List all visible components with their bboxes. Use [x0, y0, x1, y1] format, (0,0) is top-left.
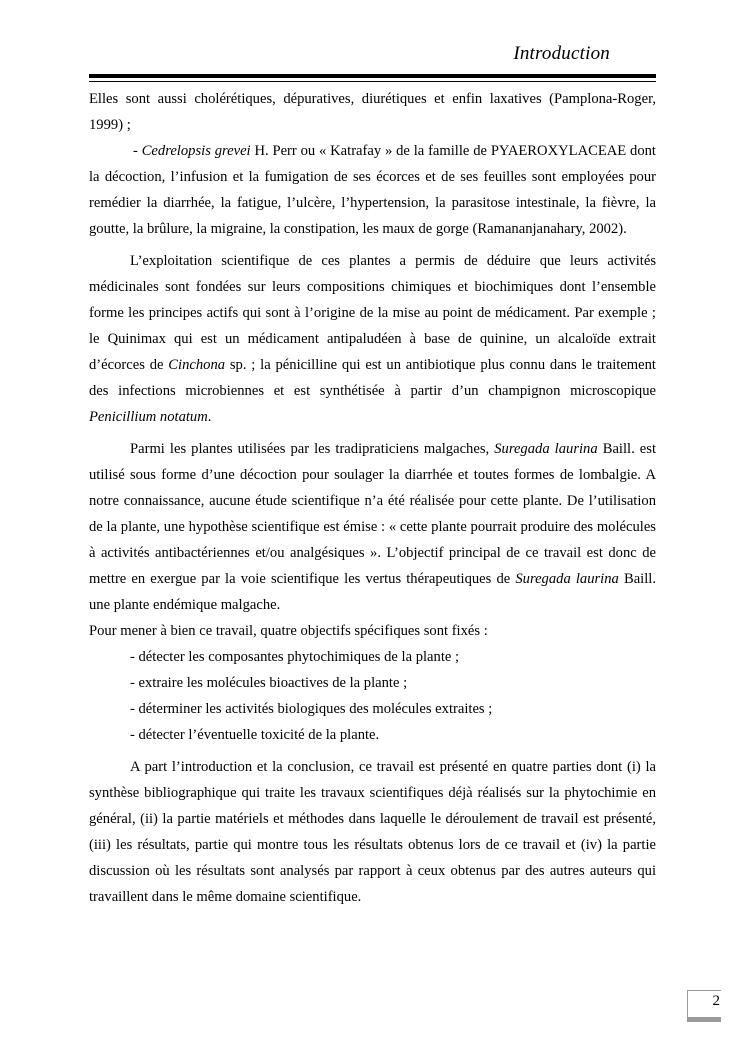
paragraph-suregada [89, 436, 656, 618]
paragraph-text: Baill. une plante endémique malgache. [89, 571, 656, 613]
page-number: 2 [712, 993, 720, 1009]
objective-item: - extraire les molécules bioactives de la plante ; [130, 675, 408, 691]
objective-item: - détecter l’éventuelle toxicité de la plante. [130, 727, 380, 743]
page-number-bar [687, 1017, 721, 1022]
paragraph-text: . [207, 409, 212, 425]
header-rule-thick [89, 74, 656, 78]
paragraph-text: L’exploitation scientifique de ces plantes a permis de déduire que leurs activités médicinales sont fondées sur leurs compositions chimiques et biochimiques dont l’ensemble forme les principes actifs qui sont à l’origine de la mise au point de médicament. Par exemple ; le Quinimax qui est un médicament antipaludéen à base de quinine, un alcaloïde extrait d’écorces de [89, 253, 656, 373]
paragraph-exploitation [89, 248, 656, 430]
paragraph-text: H. Perr ou « Katrafay » de la famille de PYAEROXYLACEAE dont la décoction, l’infusion et la fumigation de ses écorces et de ses feuilles sont employées pour remédier la diarrhée, la fatigue, l’ulcère, l’hypertension, la parasitose intestinale, la fièvre, la goutte, la brûlure, la migraine, la constipation, les maux de gorge (Ramananjanahary, 2002). [89, 143, 656, 237]
running-header-title: Introduction [513, 43, 610, 64]
species-name: Cedrelopsis grevei [141, 143, 251, 159]
paragraph-structure: A part l’introduction et la conclusion, ce travail est présenté en quatre parties dont (i) la synthèse bibliographique qui traite les travaux scientifiques déjà réalisés sur la phytochimie en général, (ii) la partie matériels et méthodes dans laquelle le déroulement de travail est présenté, (iii) les résultats, partie qui montre tous les résultats obtenus lors de ce travail et (iv) la partie discussion où les résultats sont analysés par rapport à ceux obtenus par des autres auteurs qui travaillent dans le même domaine scientifique. [89, 759, 656, 905]
paragraph-text: Parmi les plantes utilisées par les tradipraticiens malgaches, [130, 441, 495, 457]
header-rule-thin [89, 81, 656, 82]
paragraph-cedrelopsis [89, 138, 656, 242]
page-body [89, 86, 656, 910]
paragraph-objectives-intro: Pour mener à bien ce travail, quatre objectifs spécifiques sont fixés : [89, 623, 488, 639]
objective-item: - déterminer les activités biologiques des molécules extraites ; [130, 701, 493, 717]
bullet-dash: - [133, 143, 142, 159]
paragraph-text: sp. ; la pénicilline qui est un antibiotique plus connu dans le traitement des infections microbiennes et est synthétisée à partir d’un champignon microscopique [89, 357, 656, 399]
species-name: Penicillium notatum [89, 409, 208, 425]
objective-item: - détecter les composantes phytochimiques de la plante ; [130, 649, 460, 665]
species-name: Suregada laurina [515, 571, 619, 587]
paragraph-laxatives: Elles sont aussi cholérétiques, dépuratives, diurétiques et enfin laxatives (Pamplona-Roger, 1999) ; [89, 91, 656, 133]
genus-name: Cinchona [168, 357, 226, 373]
species-name: Suregada laurina [494, 441, 598, 457]
paragraph-text: Baill. est utilisé sous forme d’une décoction pour soulager la diarrhée et toutes formes de lombalgie. A notre connaissance, aucune étude scientifique n’a été réalisée pour cette plante. De l’utilisation de la plante, une hypothèse scientifique est émise : « cette plante pourrait produire des molécules à activités antibactériennes et/ou analgésiques ». L’objectif principal de ce travail est donc de mettre en exergue par la voie scientifique les vertus thérapeutiques de [89, 441, 656, 587]
